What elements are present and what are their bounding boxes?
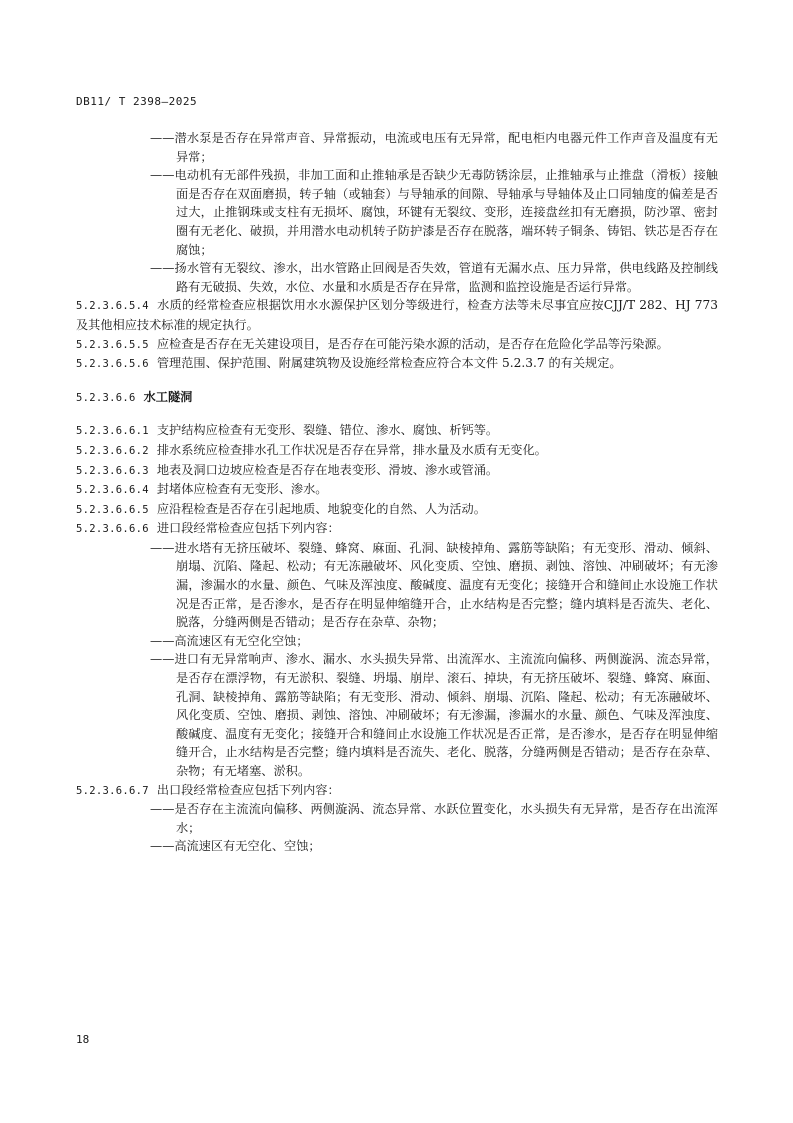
- clause-text: 应检查是否存在无关建设项目，是否存在可能污染水源的活动，是否存在危险化学品等污染源。: [156, 336, 669, 351]
- dash-item: [76, 632, 718, 651]
- section-number: 5.2.3.6.6: [76, 391, 136, 404]
- clause-number: 5.2.3.6.6.1: [76, 425, 149, 438]
- dash-item: [76, 800, 718, 837]
- page-body: [76, 129, 718, 856]
- dash-item: [76, 539, 718, 632]
- dash-text: ——高流速区有无空化空蚀；: [150, 633, 309, 648]
- dash-item: [76, 650, 718, 780]
- dash-text: ——进水塔有无挤压破坏、裂缝、蜂窝、麻面、孔洞、缺棱掉角、露筋等缺陷；有无变形、滑动、倾斜、崩塌、沉陷、隆起、松动；有无冻融破坏、风化变质、空蚀、磨损、剥蚀、溶蚀、冲刷破坏；有无渗漏，渗漏水的水量、颜色、气味及浑浊度、酸碱度、温度有无变化；接缝开合和缝间止水设施工作状况是否正常，是否渗水，是否存在明显伸缩缝开合，止水结构是否完整；缝内填料是否流失、老化、脱落，分缝两侧是否错动；是否存在杂草、杂物；: [150, 540, 718, 630]
- document-code-header: DB11/ T 2398—2025: [76, 95, 198, 108]
- clause-number: 5.2.3.6.6.7: [76, 784, 149, 797]
- page-number: 18: [76, 1033, 90, 1046]
- dash-text: ——扬水管有无裂纹、渗水，出水管路止回阀是否失效，管道有无漏水点、压力异常，供电线路及控制线路有无破损、失效，水位、水量和水质是否存在异常，监测和监控设施是否运行异常。: [150, 261, 718, 294]
- clause-5-2-3-6-5-5: [76, 335, 718, 355]
- clause-text: 出口段经常检查应包括下列内容：: [156, 782, 340, 797]
- clause-text: 管理范围、保护范围、附属建筑物及设施经常检查应符合本文件 5.2.3.7 的有关规定。: [156, 356, 622, 371]
- clause-text: 封堵体应检查有无变形、渗水。: [156, 482, 328, 497]
- clause-5-2-3-6-5-4: [76, 296, 718, 334]
- clause-text: 进口段经常检查应包括下列内容：: [156, 521, 340, 536]
- clause-text: 水质的经常检查应根据饮用水水源保护区划分等级进行，检查方法等未尽事宜应按CJJ/T 282、HJ 773 及其他相应技术标准的规定执行。: [76, 298, 718, 332]
- clause-number: 5.2.3.6.6.5: [76, 503, 149, 516]
- clause-number: 5.2.3.6.6.4: [76, 484, 149, 497]
- clause-5-2-3-6-6-7: [76, 781, 718, 801]
- dash-item: [76, 837, 718, 856]
- clause-number: 5.2.3.6.5.5: [76, 338, 149, 351]
- clause-number: 5.2.3.6.6.3: [76, 464, 149, 477]
- dash-text: ——进口有无异常响声、渗水、漏水、水头损失异常、出流浑水、主流流向偏移、两侧漩涡、流态异常，是否存在漂浮物，有无淤积、裂缝、坍塌、崩岸、滚石、掉块，有无挤压破坏、裂缝、蜂窝、麻面、孔洞、缺棱掉角、露筋等缺陷；有无变形、滑动、倾斜、崩塌、沉陷、隆起、松动；有无冻融破坏、风化变质、空蚀、磨损、剥蚀、溶蚀、冲刷破坏；有无渗漏，渗漏水的水量、颜色、气味及浑浊度、酸碱度、温度有无变化；接缝开合和缝间止水设施工作状况是否正常，是否渗水，是否存在明显伸缩缝开合，止水结构是否完整；缝内填料是否流失、老化、脱落，分缝两侧是否错动；是否存在杂草、杂物；有无堵塞、淤积。: [150, 652, 718, 778]
- section-title: 水工隧洞: [143, 389, 193, 404]
- dash-text: ——潜水泵是否存在异常声音、异常振动，电流或电压有无异常，配电柜内电器元件工作声音及温度有无异常；: [150, 131, 718, 164]
- dash-item: [76, 259, 718, 296]
- clause-text: 排水系统应检查排水孔工作状况是否存在异常，排水量及水质有无变化。: [156, 442, 547, 457]
- dash-item: [76, 129, 718, 166]
- clause-5-2-3-6-6-5: [76, 500, 718, 520]
- clause-5-2-3-6-5-6: [76, 354, 718, 374]
- clause-5-2-3-6-6-1: [76, 421, 718, 441]
- dash-text: ——是否存在主流流向偏移、两侧漩涡、流态异常、水跃位置变化，水头损失有无异常，是否存在出流浑水；: [150, 802, 718, 835]
- dash-item: [76, 166, 718, 259]
- clause-number: 5.2.3.6.6.6: [76, 523, 149, 536]
- clause-5-2-3-6-6-3: [76, 461, 718, 481]
- clause-text: 应沿程检查是否存在引起地质、地貌变化的自然、人为活动。: [156, 501, 486, 516]
- clause-number: 5.2.3.6.5.4: [76, 300, 149, 313]
- clause-text: 地表及洞口边坡应检查是否存在地表变形、滑坡、渗水或管涌。: [156, 462, 499, 477]
- dash-text: ——高流速区有无空化、空蚀；: [150, 839, 321, 854]
- clause-number: 5.2.3.6.6.2: [76, 444, 149, 457]
- clause-text: 支护结构应检查有无变形、裂缝、错位、渗水、腐蚀、析钙等。: [156, 423, 499, 438]
- section-heading: [76, 388, 718, 408]
- dash-text: ——电动机有无部件残损，非加工面和止推轴承是否缺少无毒防锈涂层，止推轴承与止推盘（滑板）接触面是否存在双面磨损，转子轴（或轴套）与导轴承的间隙、导轴承与导轴体及止口同轴度的偏差是否过大，止推钢珠或支柱有无损坏、腐蚀，环键有无裂纹、变形，连接盘丝扣有无磨损，防沙罩、密封圈有无老化、破损，并用潜水电动机转子防护漆是否存在脱落，端环转子铜条、铸铝、铁芯是否存在腐蚀；: [150, 168, 718, 257]
- clause-number: 5.2.3.6.5.6: [76, 358, 149, 371]
- clause-5-2-3-6-6-2: [76, 441, 718, 461]
- clause-5-2-3-6-6-6: [76, 519, 718, 539]
- clause-5-2-3-6-6-4: [76, 480, 718, 500]
